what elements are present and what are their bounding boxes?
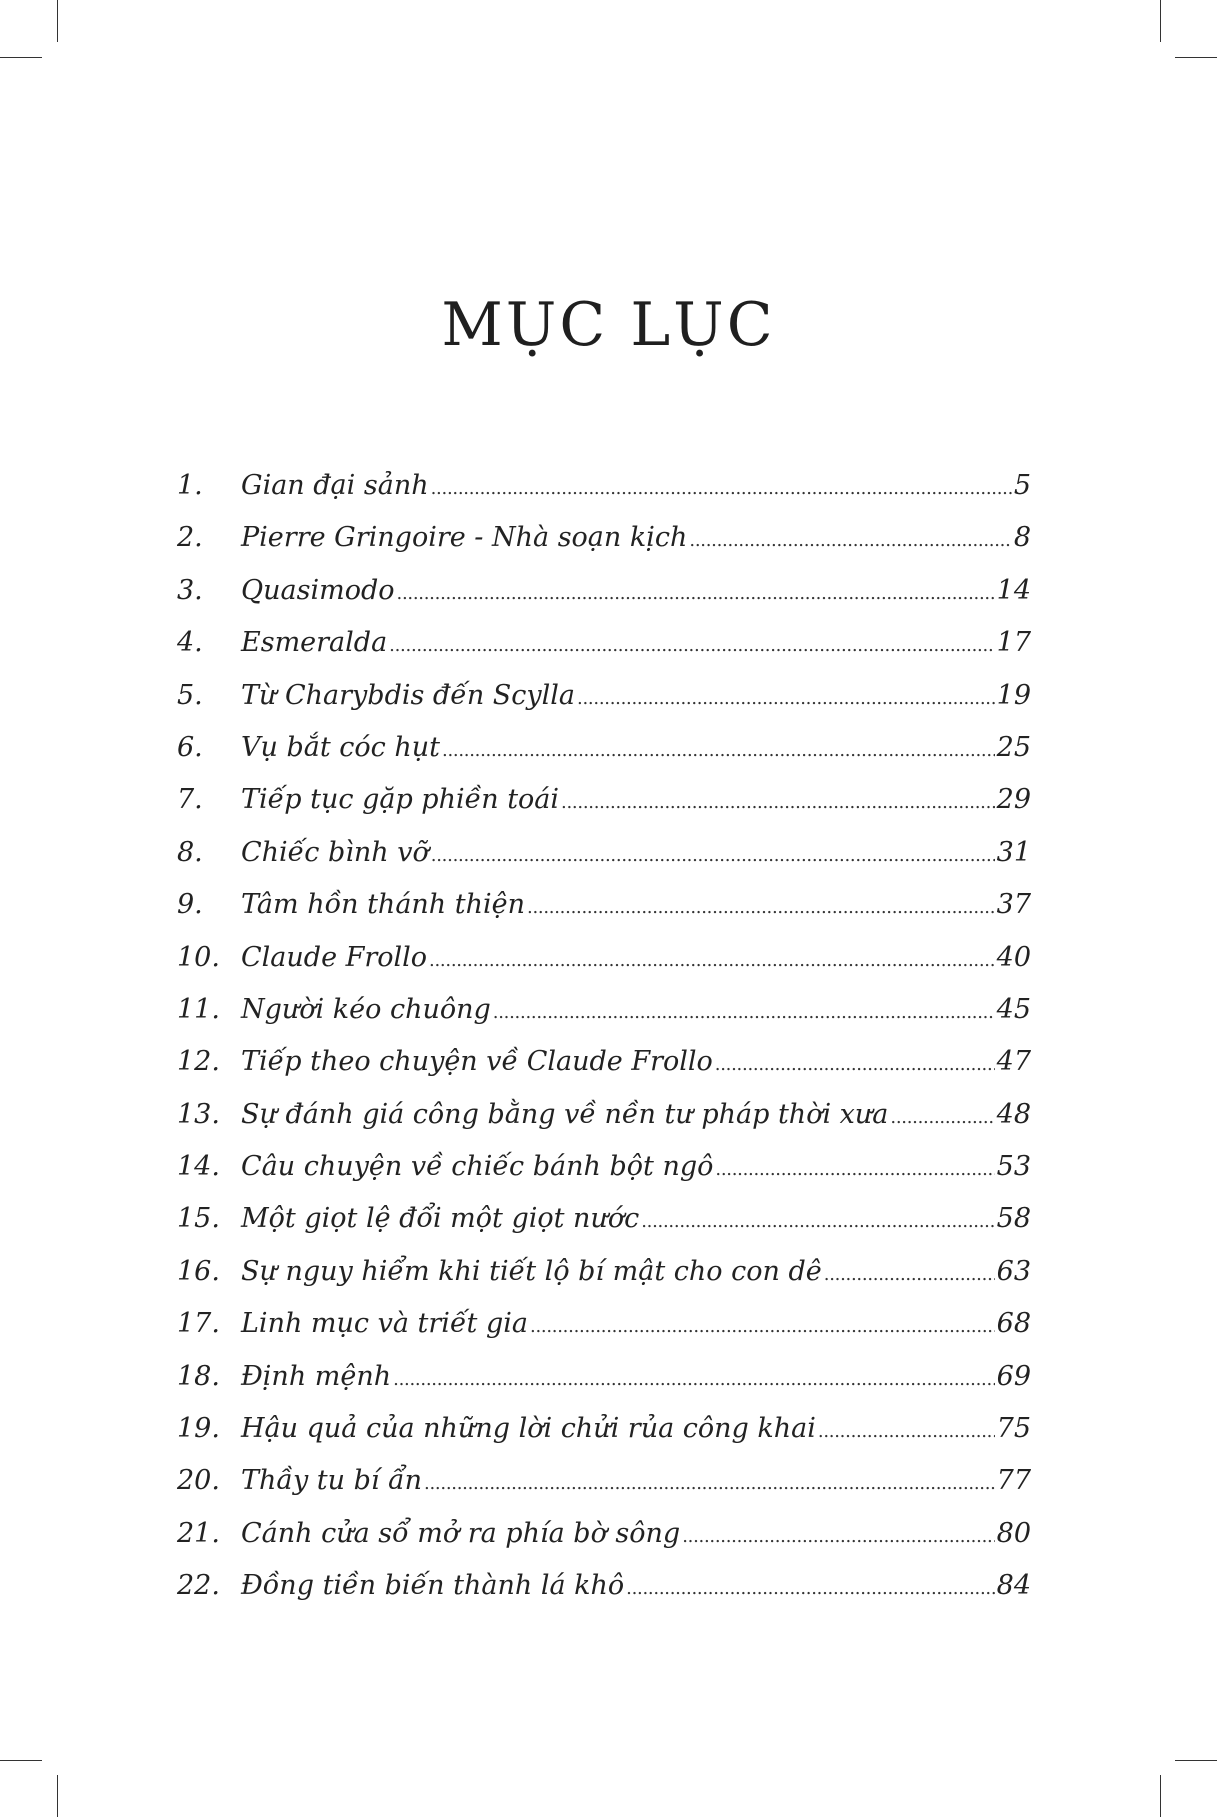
toc-entry-page: 69 [996,1360,1031,1392]
toc-entry [177,627,1031,679]
toc-dot-leader [431,837,995,868]
crop-mark-top-right [1160,0,1161,42]
toc-entry-title: Linh mục và triết gia [241,1308,529,1340]
toc-dot-leader [530,1308,995,1339]
toc-entry-title: Người kéo chuông [241,993,491,1025]
toc-entry-number: 3. [177,574,203,606]
toc-entry-title: Sự nguy hiểm khi tiết lộ bí mật cho con dê [241,1255,822,1287]
toc-entry [177,994,1031,1046]
toc-dot-leader [682,1518,994,1549]
toc-dot-leader [818,1413,995,1444]
toc-dot-leader [493,994,995,1025]
toc-entry-page: 77 [996,1465,1031,1497]
toc-dot-leader [431,470,1012,501]
toc-entry [177,1151,1031,1203]
toc-entry-title: Esmeralda [241,627,388,659]
toc-entry [177,1465,1031,1517]
toc-entry-number: 21. [177,1517,220,1549]
toc-entry-number: 22. [177,1570,220,1602]
toc-entry-page: 48 [996,1098,1031,1130]
toc-entry-title: Claude Frollo [241,941,428,973]
toc-entry-number: 17. [177,1308,220,1340]
toc-entry-number: 15. [177,1203,220,1235]
toc-entry-page: 31 [996,836,1031,868]
toc-entry [177,942,1031,994]
crop-mark-bottom-left-h [0,1760,42,1761]
toc-dot-leader [429,942,995,973]
table-of-contents [177,470,1031,1623]
toc-entry-title: Định mệnh [241,1360,392,1392]
toc-entry-number: 12. [177,1046,220,1078]
toc-entry-number: 18. [177,1360,220,1392]
toc-entry-page: 5 [1013,470,1031,501]
toc-dot-leader [641,1203,994,1234]
toc-entry [177,1413,1031,1465]
toc-entry [177,1203,1031,1255]
toc-entry-number: 20. [177,1465,220,1497]
toc-entry-number: 16. [177,1255,220,1287]
toc-entry-title: Vụ bắt cóc hụt [241,731,440,763]
toc-entry-title: Cánh cửa sổ mở ra phía bờ sông [241,1517,681,1549]
toc-dot-leader [715,1151,994,1182]
toc-dot-leader [424,1465,995,1496]
toc-entry-number: 7. [177,784,203,816]
toc-dot-leader [890,1099,994,1130]
toc-entry-page: 17 [996,627,1031,659]
toc-entry-number: 10. [177,941,220,973]
toc-entry-number: 5. [177,679,203,711]
toc-entry [177,522,1031,574]
toc-entry-title: Thầy tu bí ẩn [241,1465,423,1497]
crop-mark-bottom-right [1160,1775,1161,1817]
toc-entry [177,1099,1031,1151]
toc-entry-page: 8 [1013,522,1031,554]
toc-entry [177,575,1031,627]
toc-entry-title: Tâm hồn thánh thiện [241,889,526,921]
toc-entry-title: Chiếc bình vỡ [241,836,429,868]
toc-entry [177,1570,1031,1622]
toc-entry [177,1046,1031,1098]
toc-entry-page: 14 [996,574,1031,606]
toc-entry-title: Hậu quả của những lời chửi rủa công khai [241,1413,816,1445]
toc-entry-title: Tiếp tục gặp phiền toái [241,784,560,816]
toc-entry [177,784,1031,836]
toc-dot-leader [527,889,995,920]
toc-entry-number: 9. [177,889,203,921]
toc-dot-leader [561,784,995,815]
toc-dot-leader [824,1256,995,1287]
toc-dot-leader [393,1361,994,1392]
toc-entry-number: 19. [177,1413,220,1445]
toc-entry-page: 68 [996,1308,1031,1340]
toc-entry-number: 4. [177,627,203,659]
toc-dot-leader [577,680,995,711]
crop-mark-bottom-left [57,1775,58,1817]
toc-entry [177,680,1031,732]
toc-entry-title: Quasimodo [241,574,395,606]
crop-mark-top-left-h [0,57,42,58]
toc-dot-leader [715,1046,995,1077]
toc-entry-title: Gian đại sảnh [241,470,429,501]
toc-entry [177,1518,1031,1570]
crop-mark-bottom-right-h [1175,1760,1217,1761]
toc-entry-page: 37 [996,889,1031,921]
toc-entry [177,1361,1031,1413]
toc-entry-title: Tiếp theo chuyện về Claude Frollo [241,1046,713,1078]
toc-dot-leader [689,522,1011,553]
toc-dot-leader [397,575,995,606]
toc-entry-number: 1. [177,470,203,501]
toc-entry-number: 8. [177,836,203,868]
toc-entry [177,1256,1031,1308]
toc-entry-page: 47 [996,1046,1031,1078]
toc-dot-leader [389,627,994,658]
toc-entry-title: Câu chuyện về chiếc bánh bột ngô [241,1151,714,1183]
toc-dot-leader [442,732,995,763]
toc-entry [177,470,1031,522]
toc-dot-leader [626,1570,994,1601]
toc-entry-page: 80 [996,1517,1031,1549]
toc-entry-page: 40 [996,941,1031,973]
toc-entry-page: 58 [996,1203,1031,1235]
toc-entry [177,837,1031,889]
toc-entry-title: Đồng tiền biến thành lá khô [241,1570,625,1602]
toc-entry-number: 11. [177,993,220,1025]
toc-entry [177,889,1031,941]
toc-entry-page: 63 [996,1255,1031,1287]
toc-entry-title: Một giọt lệ đổi một giọt nước [241,1203,640,1235]
toc-entry-page: 53 [996,1151,1031,1183]
toc-entry-number: 14. [177,1151,220,1183]
crop-mark-top-right-h [1175,57,1217,58]
toc-entry-page: 25 [996,731,1031,763]
toc-entry-page: 75 [996,1413,1031,1445]
toc-entry-title: Sự đánh giá công bằng về nền tư pháp thời xưa [241,1098,889,1130]
toc-entry-page: 29 [996,784,1031,816]
toc-entry [177,1308,1031,1360]
toc-entry-page: 84 [996,1570,1031,1602]
toc-entry [177,732,1031,784]
toc-entry-number: 6. [177,731,203,763]
toc-entry-page: 45 [996,993,1031,1025]
toc-entry-number: 2. [177,522,203,554]
toc-entry-title: Từ Charybdis đến Scylla [241,679,576,711]
toc-entry-page: 19 [996,679,1031,711]
page-title: MỤC LỤC [441,290,776,360]
crop-mark-top-left [57,0,58,42]
toc-entry-number: 13. [177,1098,220,1130]
toc-entry-title: Pierre Gringoire - Nhà soạn kịch [241,522,688,554]
